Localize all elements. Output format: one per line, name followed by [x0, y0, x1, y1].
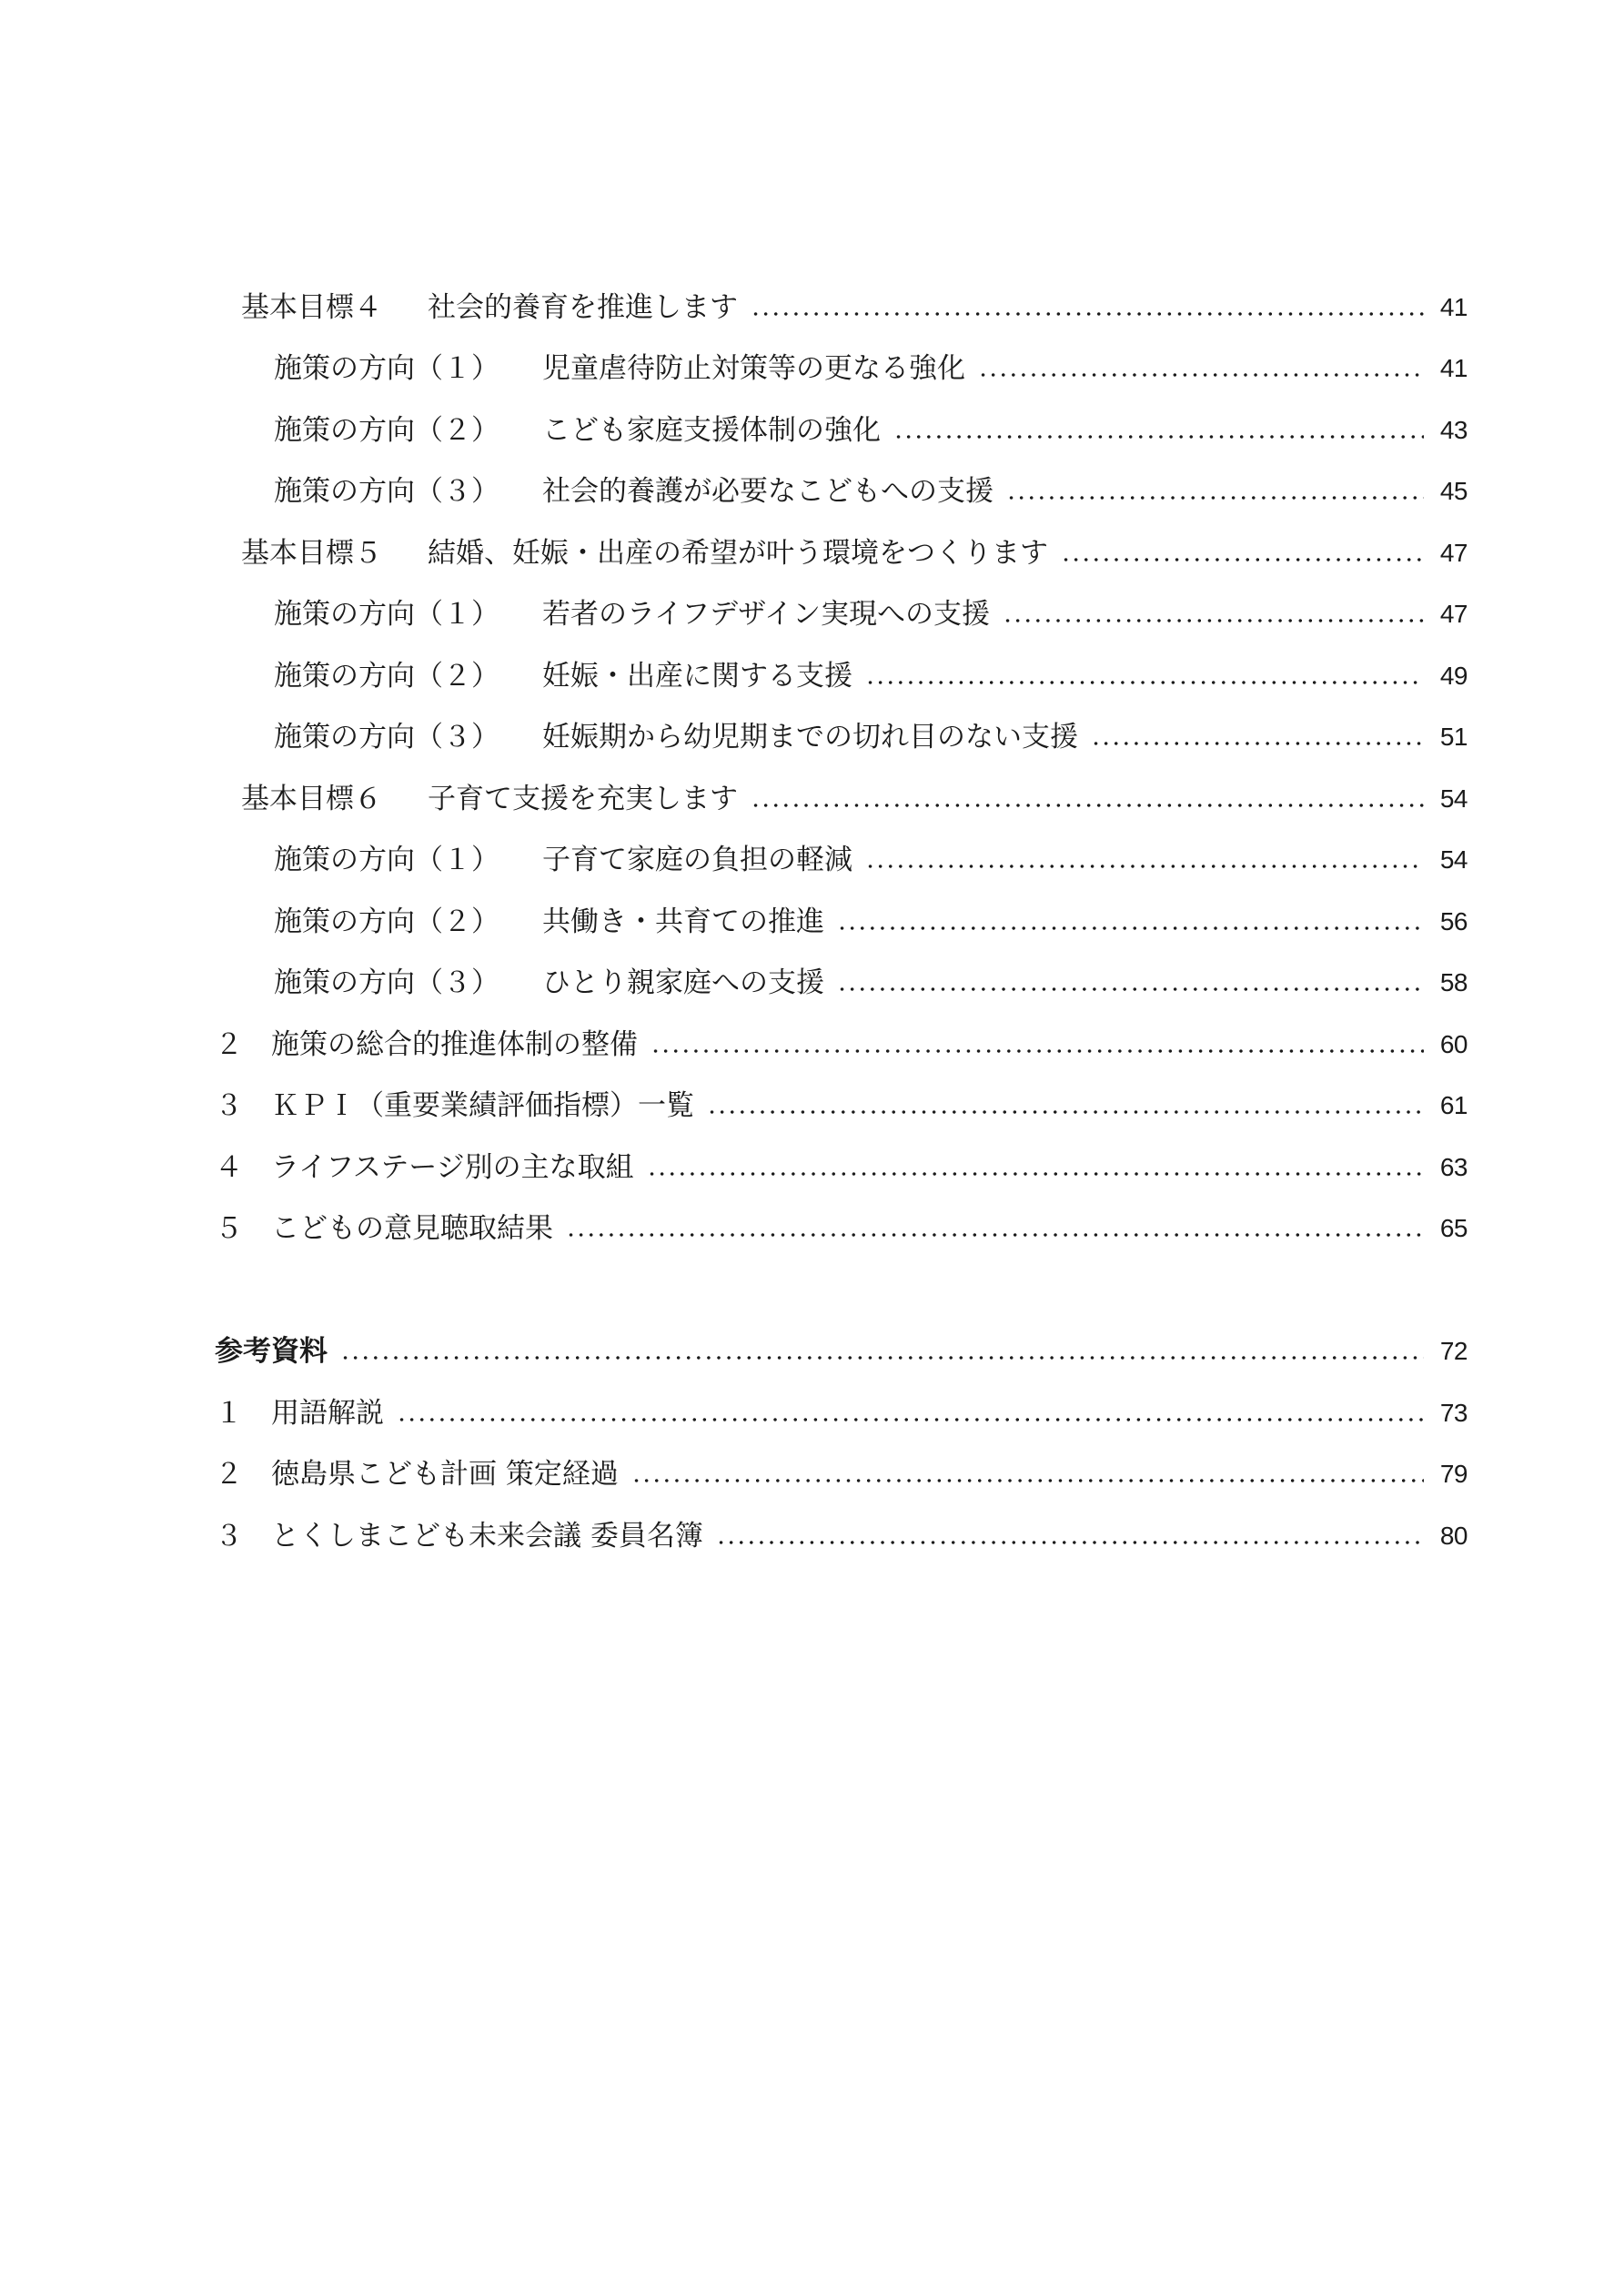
- policy-title: 妊娠・出産に関する支援: [542, 660, 852, 693]
- page-number: 80: [1439, 1522, 1468, 1550]
- toc-appendix-item[interactable]: [215, 1451, 1468, 1497]
- page-number: 61: [1439, 1091, 1468, 1119]
- policy-prefix: 施策の方向（１）: [274, 352, 499, 385]
- dot-leader: [751, 804, 1424, 807]
- toc-policy-item[interactable]: [274, 837, 1468, 883]
- toc-appendix-heading[interactable]: [215, 1329, 1468, 1374]
- toc-policy-item[interactable]: [274, 653, 1468, 699]
- toc-policy-item[interactable]: [274, 899, 1468, 945]
- page-number: 60: [1439, 1030, 1468, 1058]
- goal-title: 子育て支援を充実します: [428, 783, 738, 815]
- page-number: 54: [1439, 784, 1468, 813]
- dot-leader: [340, 1356, 1424, 1360]
- appendix-item-title: 用語解説: [271, 1397, 384, 1430]
- section-title: ライフステージ別の主な取組: [271, 1151, 634, 1184]
- policy-prefix: 施策の方向（２）: [274, 660, 499, 693]
- policy-prefix: 施策の方向（１）: [274, 844, 499, 876]
- dot-leader: [1006, 496, 1424, 500]
- toc-policy-item[interactable]: [274, 346, 1468, 391]
- toc-section-item[interactable]: [215, 1206, 1468, 1251]
- page-number: 47: [1439, 539, 1468, 567]
- section-title: ＫＰＩ（重要業績評価指標）一覧: [271, 1089, 694, 1122]
- goal-title: 社会的養育を推進します: [428, 291, 738, 324]
- page-number: 79: [1439, 1460, 1468, 1488]
- dot-leader: [1003, 619, 1424, 622]
- toc-policy-item[interactable]: [274, 960, 1468, 1006]
- goal-title: 結婚、妊娠・出産の希望が叶う環境をつくります: [428, 537, 1048, 570]
- dot-leader: [1091, 742, 1424, 745]
- dot-leader: [647, 1172, 1424, 1176]
- page-number: 54: [1439, 845, 1468, 874]
- goal-prefix: 基本目標５: [241, 537, 382, 570]
- page-number: 56: [1439, 907, 1468, 936]
- dot-leader: [707, 1110, 1424, 1114]
- page-number: 65: [1439, 1214, 1468, 1242]
- policy-prefix: 施策の方向（３）: [274, 721, 499, 754]
- section-title: こどもの意見聴取結果: [271, 1212, 553, 1245]
- appendix-item-title: 徳島県こども計画 策定経過: [271, 1458, 619, 1491]
- toc-goal-4[interactable]: [241, 285, 1468, 330]
- toc-section-item[interactable]: [215, 1022, 1468, 1067]
- section-title: 施策の総合的推進体制の整備: [271, 1028, 638, 1061]
- policy-prefix: 施策の方向（３）: [274, 475, 499, 508]
- dot-leader: [837, 926, 1424, 930]
- page-number: 43: [1439, 416, 1468, 444]
- dot-leader: [631, 1479, 1424, 1482]
- dot-leader: [865, 865, 1424, 868]
- toc-policy-item[interactable]: [274, 408, 1468, 453]
- policy-title: 社会的養護が必要なこどもへの支援: [542, 475, 994, 508]
- page-number: 73: [1439, 1399, 1468, 1427]
- policy-prefix: 施策の方向（３）: [274, 966, 499, 999]
- dot-leader: [751, 312, 1424, 316]
- goal-prefix: 基本目標６: [241, 783, 382, 815]
- toc-goal-6[interactable]: [241, 776, 1468, 822]
- page-number: 58: [1439, 968, 1468, 996]
- toc-policy-item[interactable]: [274, 592, 1468, 637]
- goal-prefix: 基本目標４: [241, 291, 382, 324]
- page-number: 41: [1439, 293, 1468, 321]
- toc-section-item[interactable]: [215, 1083, 1468, 1128]
- page-number: 47: [1439, 600, 1468, 628]
- appendix-item-title: とくしまこども未来会議 委員名簿: [271, 1520, 703, 1553]
- section-number: ３: [215, 1089, 243, 1122]
- page-number: 51: [1439, 723, 1468, 751]
- page-number: 41: [1439, 354, 1468, 382]
- policy-prefix: 施策の方向（１）: [274, 598, 499, 631]
- page-number: 45: [1439, 477, 1468, 505]
- page-number: 63: [1439, 1153, 1468, 1181]
- policy-title: 児童虐待防止対策等の更なる強化: [542, 352, 965, 385]
- dot-leader: [865, 681, 1424, 684]
- dot-leader: [716, 1541, 1424, 1544]
- page-number: 49: [1439, 662, 1468, 690]
- policy-title: 共働き・共育ての推進: [542, 905, 824, 938]
- dot-leader: [397, 1418, 1424, 1421]
- policy-title: 若者のライフデザイン実現への支援: [542, 598, 990, 631]
- toc-goal-5[interactable]: [241, 531, 1468, 576]
- policy-title: 妊娠期から幼児期までの切れ目のない支援: [542, 721, 1078, 754]
- policy-title: ひとり親家庭への支援: [542, 966, 824, 999]
- toc-appendix-item[interactable]: [215, 1513, 1468, 1559]
- dot-leader: [978, 373, 1424, 377]
- section-number: ４: [215, 1151, 243, 1184]
- policy-prefix: 施策の方向（２）: [274, 905, 499, 938]
- dot-leader: [893, 435, 1424, 439]
- dot-leader: [566, 1233, 1424, 1237]
- toc-policy-item[interactable]: [274, 469, 1468, 514]
- dot-leader: [837, 987, 1424, 991]
- appendix-item-number: ３: [215, 1520, 243, 1553]
- toc-appendix-item[interactable]: [215, 1391, 1468, 1436]
- section-number: ５: [215, 1212, 243, 1245]
- policy-title: 子育て家庭の負担の軽減: [542, 844, 852, 876]
- toc-policy-item[interactable]: [274, 714, 1468, 760]
- appendix-item-number: ２: [215, 1458, 243, 1491]
- page-number: 72: [1439, 1337, 1468, 1365]
- dot-leader: [1061, 558, 1424, 561]
- policy-prefix: 施策の方向（２）: [274, 414, 499, 447]
- dot-leader: [651, 1049, 1424, 1053]
- appendix-item-number: １: [215, 1397, 243, 1430]
- appendix-title: 参考資料: [215, 1335, 328, 1368]
- toc-section-item[interactable]: [215, 1145, 1468, 1190]
- section-number: ２: [215, 1028, 243, 1061]
- policy-title: こども家庭支援体制の強化: [542, 414, 881, 447]
